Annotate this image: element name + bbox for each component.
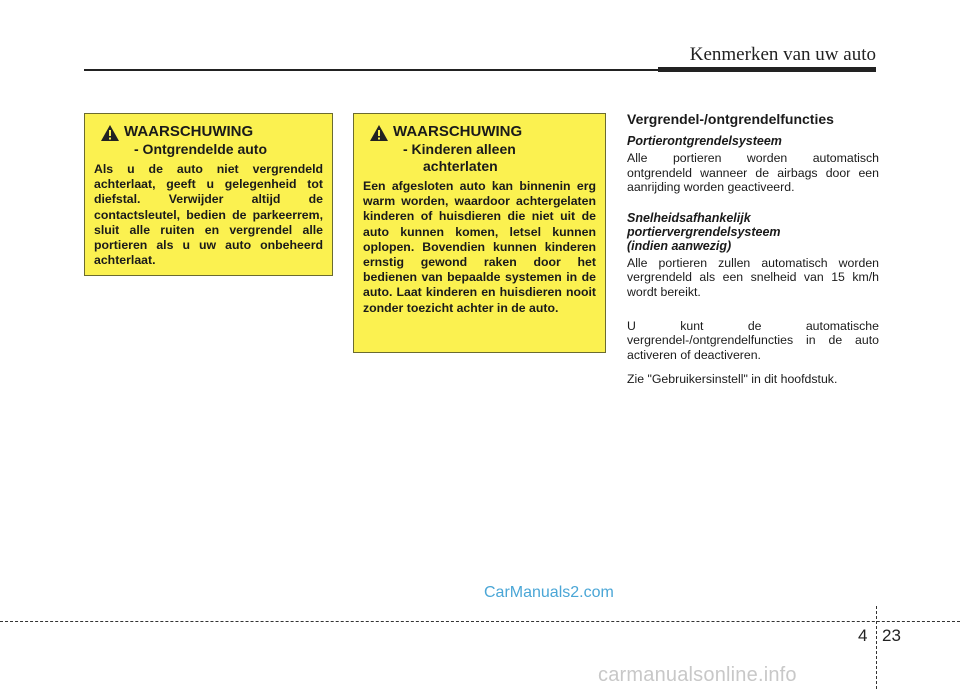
lock-functions-section bbox=[627, 110, 879, 387]
subsection-title-door-unlock: Portierontgrendelsysteem bbox=[627, 134, 782, 148]
warning-triangle-icon bbox=[100, 124, 120, 142]
paragraph-see-settings: Zie "Gebruikersinstell" in dit hoofdstuk. bbox=[627, 372, 838, 387]
page-header-title: Kenmerken van uw auto bbox=[689, 44, 876, 65]
warning-body: Een afgesloten auto kan binnenin erg warm worden, waardoor achtergelaten kinderen of huisdieren die niet uit de auto kunnen komen, letsel kunnen oplopen. Bovendien kunnen kinderen ernstig gewond raken door het bedienen van bepaalde systemen in de auto. Laat kinderen en huisdieren nooit zonder toezicht achter in de auto. bbox=[363, 179, 596, 315]
warning-subtitle-cont: achterlaten bbox=[423, 158, 498, 174]
paragraph-speed-lock: Alle portieren zullen automatisch worden vergrendeld als een snelheid van 15 km/h wordt bereikt. bbox=[627, 255, 879, 299]
warning-title: WAARSCHUWING bbox=[393, 123, 523, 140]
page-number-divider bbox=[876, 606, 877, 689]
site-watermark: carmanualsonline.info bbox=[598, 664, 797, 686]
warning-subtitle: - Ontgrendelde auto bbox=[134, 141, 267, 157]
watermark-carmanuals2: CarManuals2.com bbox=[484, 584, 614, 601]
warning-body: Als u de auto niet vergrendeld achterlaat, geeft u gelegenheid tot diefstal. Verwijder altijd de contactsleutel, bedien de parkeerrem, sluit alle ruiten en vergrendel alle portieren als u uw auto onbeheerd achterlaat. bbox=[94, 162, 323, 268]
header-rule-accent bbox=[658, 67, 876, 72]
paragraph-door-unlock: Alle portieren worden automatisch ontgrendeld wanneer de airbags door een aanrijding worden geactiveerd. bbox=[627, 151, 879, 195]
page-number: 23 bbox=[882, 626, 901, 645]
warning-triangle-icon bbox=[369, 124, 389, 142]
subsection-title-speed-lock: Snelheidsafhankelijk bbox=[627, 210, 751, 225]
footer-rule bbox=[0, 621, 960, 622]
section-title: Vergrendel-/ontgrendelfuncties bbox=[627, 111, 834, 127]
paragraph-activate: U kunt de automatische vergrendel-/ontgrendelfuncties in de auto activeren of deactiveren. bbox=[627, 318, 879, 362]
warning-subtitle: - Kinderen alleen bbox=[403, 141, 516, 157]
subsection-title-speed-lock-3: (indien aanwezig) bbox=[627, 238, 732, 253]
warning-box-unlocked-car bbox=[84, 113, 333, 276]
warning-box-children-alone bbox=[353, 113, 606, 353]
warning-title: WAARSCHUWING bbox=[124, 123, 254, 140]
subsection-title-speed-lock-2: portiervergrendelsysteem bbox=[627, 224, 781, 239]
chapter-number: 4 bbox=[858, 626, 868, 645]
